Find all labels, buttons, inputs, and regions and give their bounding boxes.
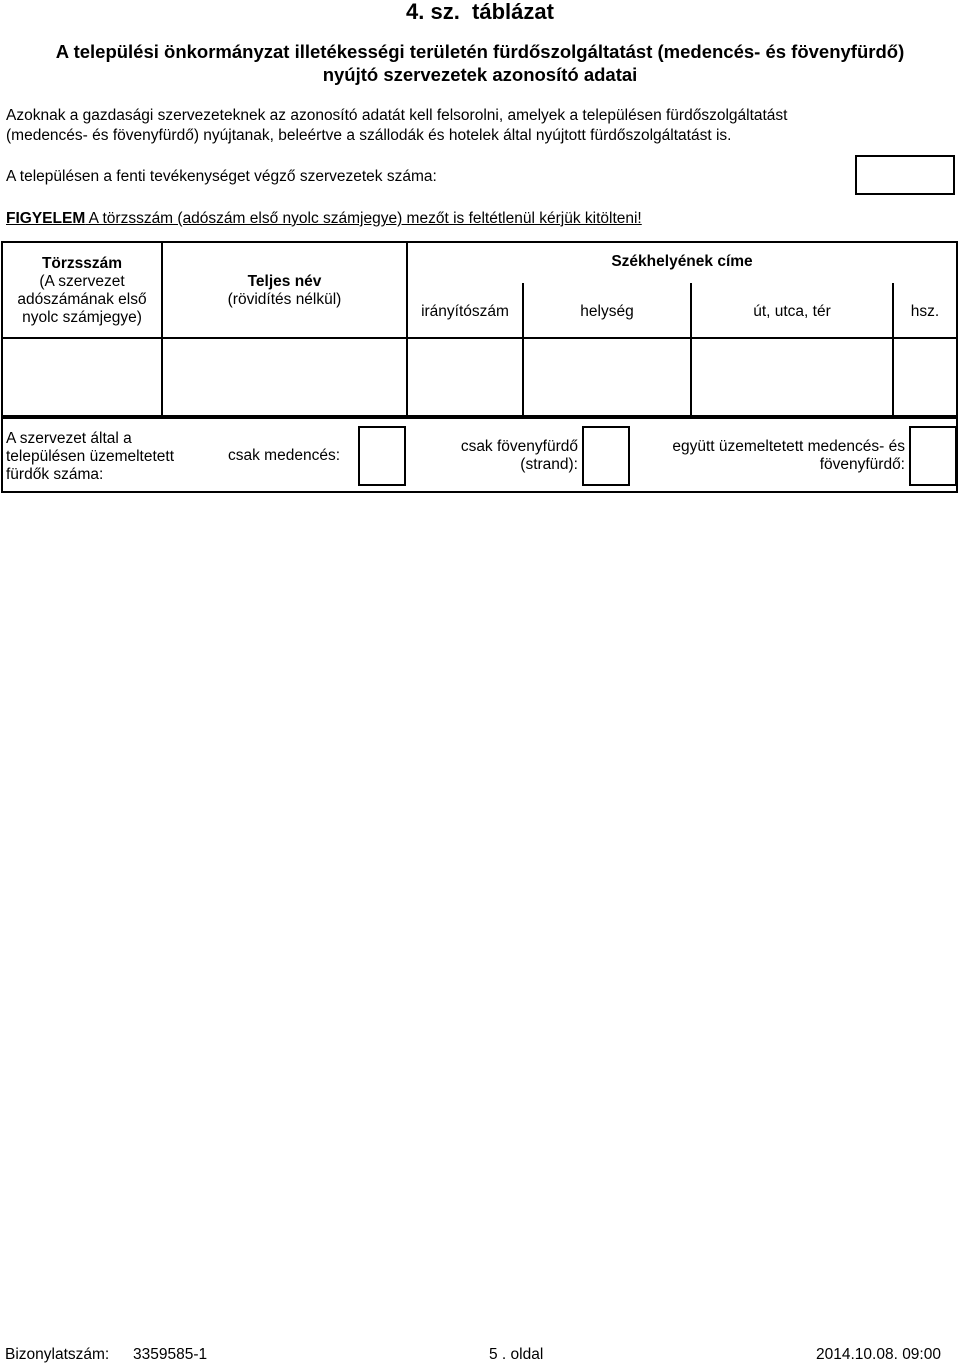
combined-label-1: együtt üzemeltetett medencés- és <box>672 438 905 455</box>
cell-hsz-input[interactable] <box>894 339 956 415</box>
intro-line2: (medencés- és fövenyfürdő) nyújtanak, beleértve a szállodák és hotelek által nyújtott fürdőszolgáltatást is. <box>6 127 732 144</box>
combined-label <box>638 438 905 474</box>
footer-datetime: 2014.10.08. 09:00 <box>816 1346 941 1363</box>
footer-page-number: 5 . oldal <box>489 1346 544 1363</box>
form-title: 4. sz. táblázat <box>406 0 554 24</box>
beach-only-label-2: (strand): <box>520 456 578 473</box>
warning-strong: FIGYELEM <box>6 210 86 227</box>
cell-helyseg-input[interactable] <box>524 339 690 415</box>
organizations-table <box>1 241 958 417</box>
cell-ut-input[interactable] <box>692 339 892 415</box>
col-header-hsz: hsz. <box>910 303 940 320</box>
col-header-iranyitoszam: irányítószám <box>421 303 509 320</box>
combined-label-2: fövenyfürdő: <box>819 456 905 473</box>
col-header-helyseg: helység <box>580 303 634 320</box>
footer-doc-label: Bizonylatszám: <box>5 1346 110 1363</box>
form-subtitle-line2: nyújtó szervezetek azonosító adatai <box>322 64 638 85</box>
col-header-szekhely: Székhelyének címe <box>611 253 753 270</box>
beach-only-label <box>423 438 578 474</box>
form-subtitle-line1: A települési önkormányzat illetékességi területén fürdőszolgáltatást (medencés- és fövenyfürdő) <box>55 41 905 62</box>
org-count-field[interactable] <box>855 155 955 195</box>
warning-note <box>6 210 642 228</box>
form-subtitle <box>0 40 960 86</box>
teljes-nev-sub: (rövidítés nélkül) <box>227 291 342 308</box>
torzsszam-desc-1: (A szervezet <box>39 273 125 290</box>
intro-text <box>6 106 956 146</box>
torzsszam-desc-2: adószámának első <box>17 291 147 308</box>
bath-counts-label-3: fürdők száma: <box>6 466 104 483</box>
bath-counts-label-2: településen üzemeltetett <box>6 448 175 465</box>
footer-doc-number: 3359585-1 <box>133 1346 208 1363</box>
bath-counts-label <box>6 430 206 484</box>
org-count-label: A településen a fenti tevékenységet végző szervezetek száma: <box>6 168 437 185</box>
beach-only-field[interactable] <box>582 426 630 486</box>
combined-field[interactable] <box>909 426 957 486</box>
col-header-torzsszam <box>3 255 161 327</box>
beach-only-label-1: csak fövenyfürdő <box>460 438 578 455</box>
teljes-nev-title: Teljes név <box>247 273 322 290</box>
torzsszam-desc-3: nyolc számjegye) <box>22 309 142 326</box>
cell-teljes-nev-input[interactable] <box>163 339 406 415</box>
col-header-teljes-nev <box>163 273 406 309</box>
torzsszam-title: Törzsszám <box>41 255 123 272</box>
bath-counts-section <box>1 417 958 493</box>
bath-counts-label-1: A szervezet által a <box>6 430 132 447</box>
warning-text: A törzsszám (adószám első nyolc számjegye) mezőt is feltétlenül kérjük kitölteni! <box>85 210 642 227</box>
cell-iranyitoszam-input[interactable] <box>408 339 522 415</box>
cell-torzsszam-input[interactable] <box>3 339 161 415</box>
pool-only-label: csak medencés: <box>228 447 340 464</box>
intro-line1: Azoknak a gazdasági szervezeteknek az azonosító adatát kell felsorolni, amelyek a településen fürdőszolgáltatást <box>6 107 788 124</box>
col-header-ut: út, utca, tér <box>753 303 831 320</box>
pool-only-field[interactable] <box>358 426 406 486</box>
